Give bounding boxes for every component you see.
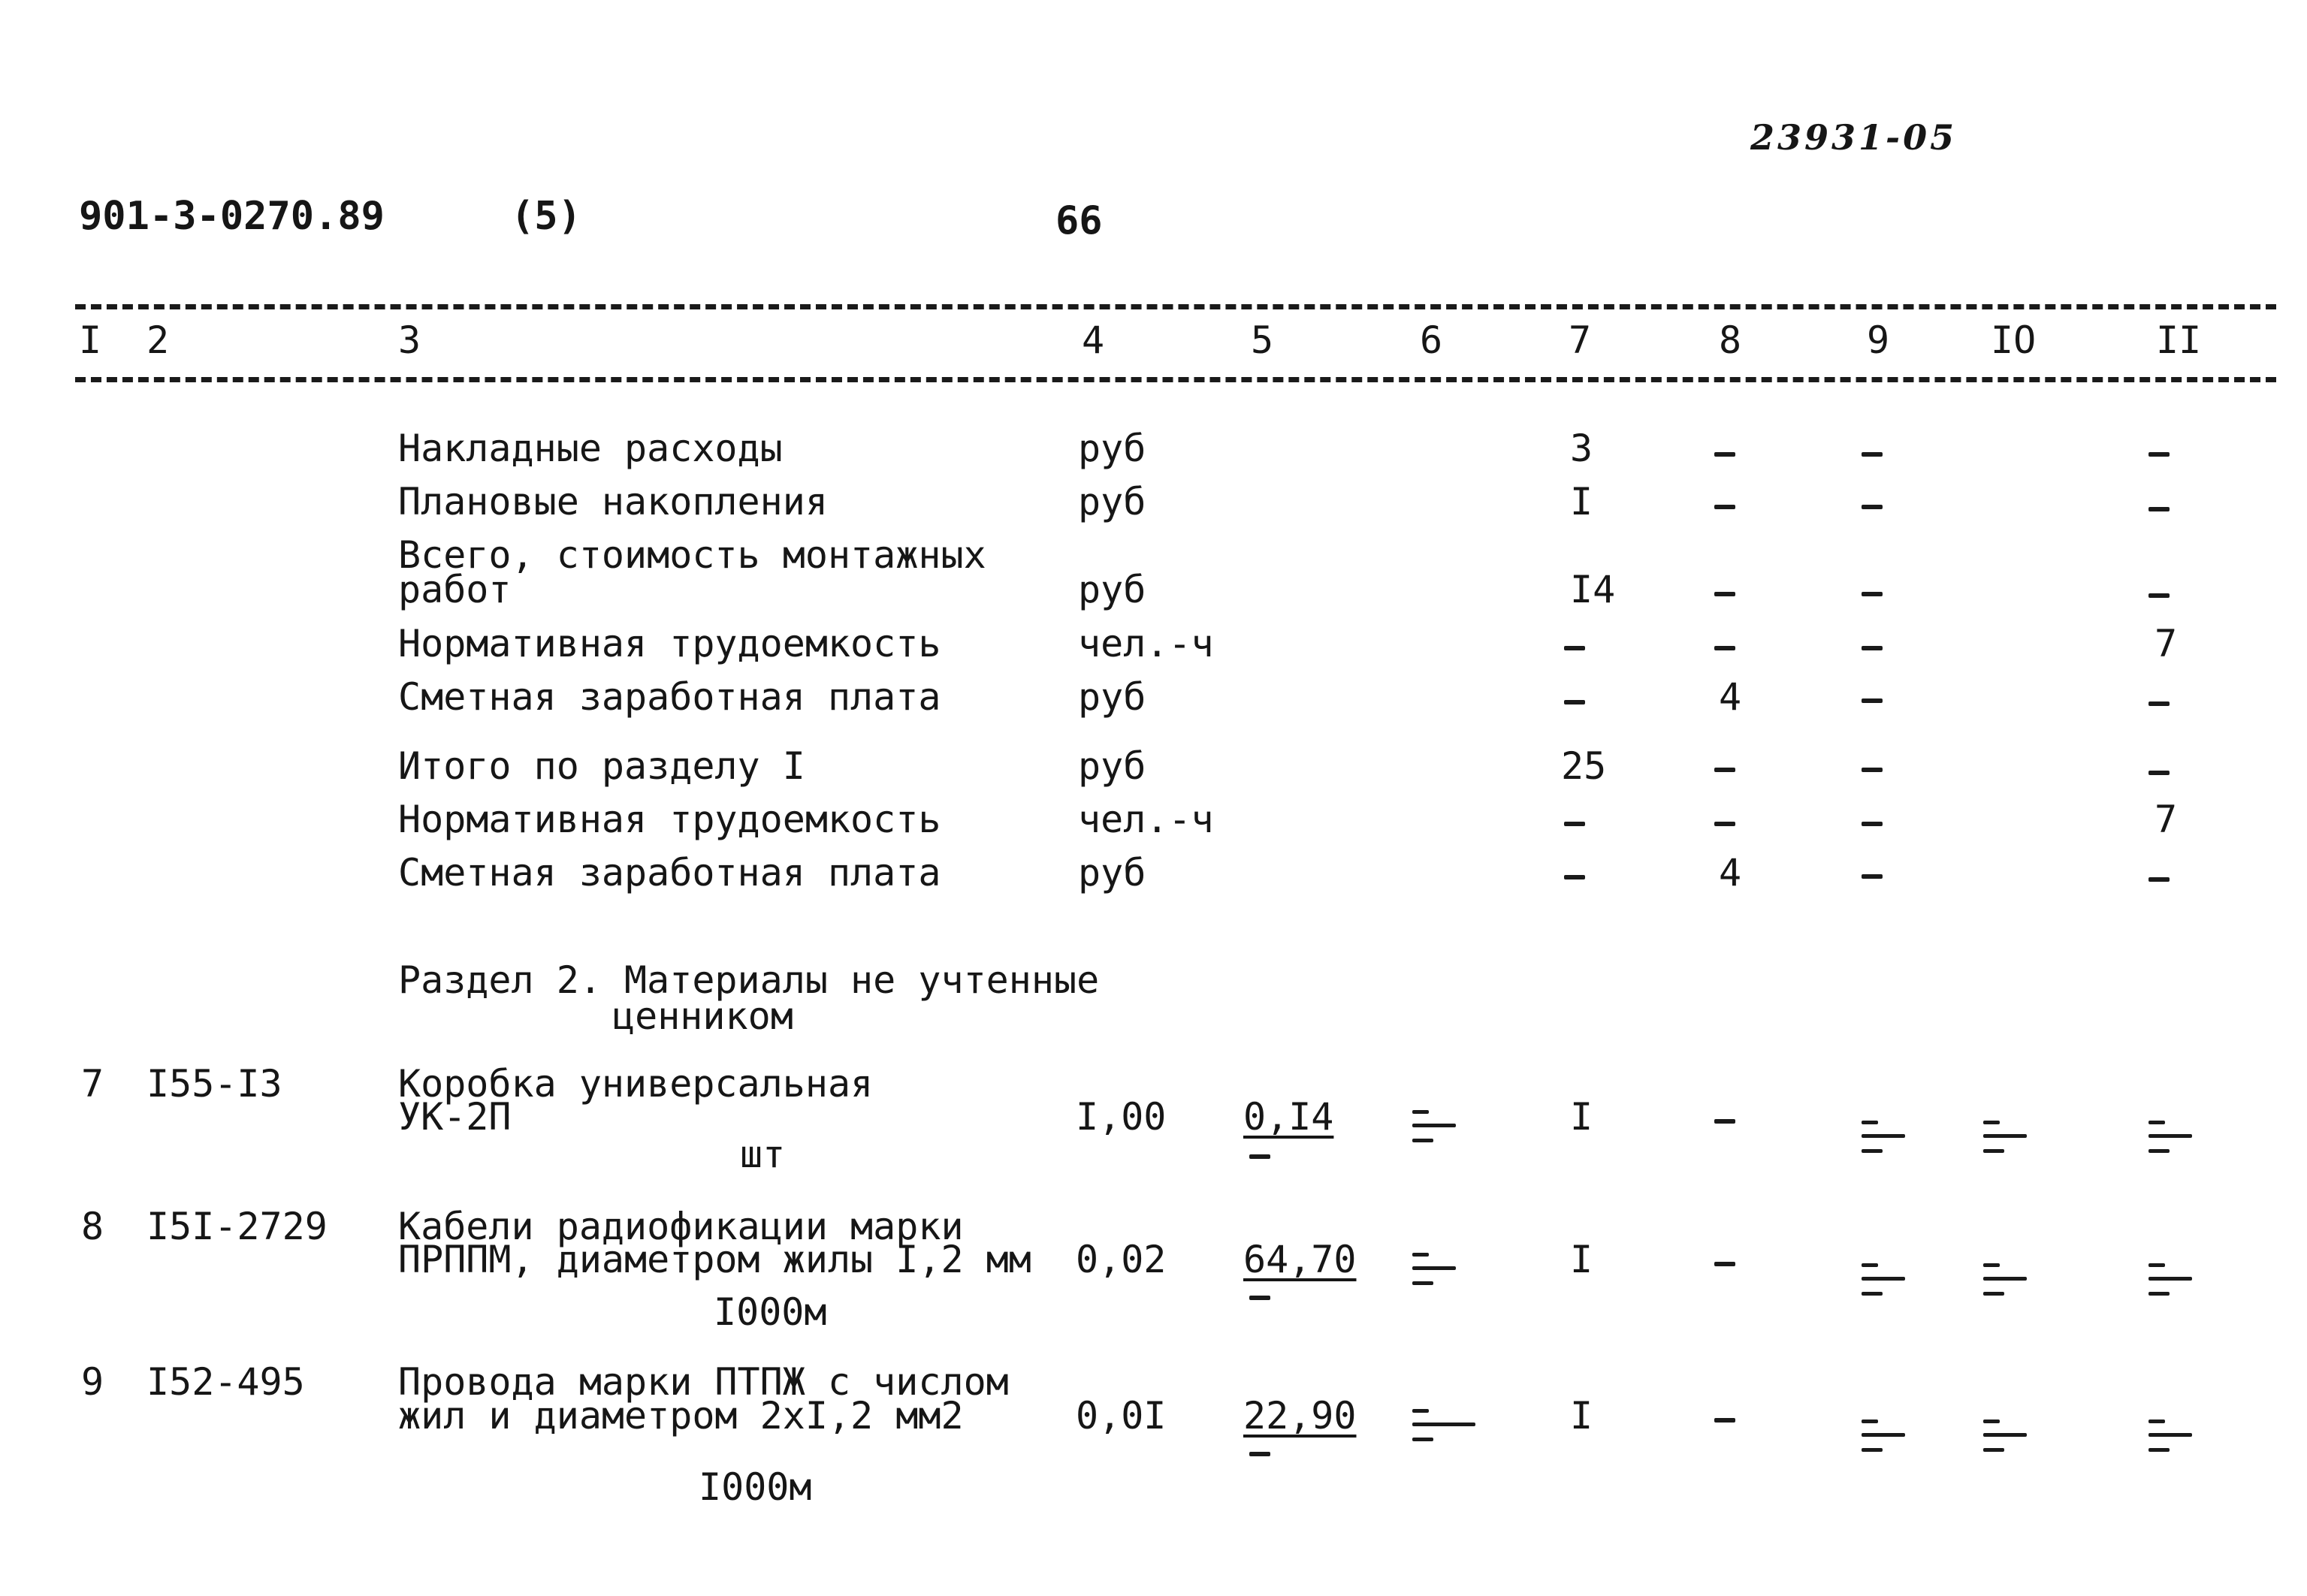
row-section-total-name: Итого по разделу I	[398, 744, 805, 788]
row-planned-c11	[2148, 507, 2170, 511]
column-header-7: 7	[1569, 318, 1592, 362]
row-section-labor-c9	[1862, 822, 1883, 826]
item-8-price: 64,70	[1243, 1238, 1357, 1281]
item-9-c7: I	[1570, 1394, 1593, 1438]
item-9-name-l2: жил и диаметром 2xI,2 мм2	[398, 1394, 964, 1438]
item-9-unit: I000м	[699, 1465, 812, 1509]
item-8-code: I5I-2729	[146, 1205, 328, 1248]
item-7-name-l2: УК-2П	[398, 1095, 512, 1139]
row-wage-name: Сметная заработная плата	[398, 675, 941, 719]
column-header-4: 4	[1082, 318, 1105, 362]
row-total-mount-unit: руб	[1078, 568, 1146, 611]
row-wage-c9	[1862, 698, 1883, 703]
row-wage-c11	[2148, 701, 2170, 706]
row-section-wage-c7	[1564, 875, 1585, 879]
row-total-mount-c9	[1862, 592, 1883, 596]
row-total-mount-name-l1: Всего, стоимость монтажных	[398, 533, 986, 577]
row-section-total-c11	[2148, 771, 2170, 775]
row-labor-unit: чел.-ч	[1078, 622, 1214, 665]
column-header-5: 5	[1251, 318, 1274, 362]
row-total-mount-name-l2: работ	[398, 568, 512, 611]
item-7-c7: I	[1570, 1095, 1593, 1139]
item-7-price-mark	[1249, 1154, 1270, 1159]
row-planned-name: Плановые накопления	[398, 480, 828, 523]
item-9-code: I52-495	[146, 1360, 305, 1404]
row-section-total-c9	[1862, 768, 1883, 772]
row-labor-name: Нормативная трудоемкость	[398, 622, 941, 665]
row-section-wage-unit: руб	[1078, 851, 1146, 895]
project-code: 901-3-0270.89	[79, 194, 385, 239]
item-8-unit: I000м	[714, 1290, 827, 1334]
item-9-number: 9	[81, 1360, 104, 1404]
part-number: (5)	[511, 194, 581, 239]
row-section-total-unit: руб	[1078, 744, 1146, 788]
row-overhead-unit: руб	[1078, 427, 1146, 470]
item-9-c8	[1714, 1418, 1735, 1423]
row-section-total-c7: 25	[1561, 744, 1607, 788]
item-8-name-l1: Кабели радиофикации марки	[398, 1205, 964, 1248]
row-section-labor-c8	[1714, 822, 1735, 826]
item-9-price: 22,90	[1243, 1394, 1357, 1438]
row-wage-unit: руб	[1078, 675, 1146, 719]
item-7-number: 7	[81, 1062, 104, 1106]
item-7-quantity: I,00	[1076, 1095, 1167, 1139]
row-section-labor-c7	[1564, 822, 1585, 826]
item-8-quantity: 0,02	[1076, 1238, 1167, 1281]
item-7-name-l1: Коробка универсальная	[398, 1062, 874, 1106]
row-overhead-c7: 3	[1570, 427, 1593, 470]
row-planned-c9	[1862, 505, 1883, 509]
row-planned-c8	[1714, 505, 1735, 509]
item-9-name-l1: Провода марки ПТПЖ с числом	[398, 1360, 1009, 1404]
item-8-c7: I	[1570, 1238, 1593, 1281]
row-labor-c8	[1714, 646, 1735, 650]
document-number: 23931-05	[1750, 117, 1958, 158]
column-header-8: 8	[1719, 318, 1742, 362]
row-section-total-c8	[1714, 768, 1735, 772]
header-bottom-rule	[75, 377, 2276, 382]
page-number: 66	[1055, 198, 1103, 243]
row-section-wage-c11	[2148, 877, 2170, 882]
item-8-number: 8	[81, 1205, 104, 1248]
row-overhead-c8	[1714, 452, 1735, 457]
column-header-11: II	[2156, 318, 2202, 362]
column-header-6: 6	[1420, 318, 1443, 362]
column-header-10: IO	[1991, 318, 2037, 362]
row-overhead-name: Накладные расходы	[398, 427, 783, 470]
item-7-price: 0,I4	[1243, 1095, 1334, 1139]
row-planned-unit: руб	[1078, 480, 1146, 523]
item-8-c8	[1714, 1262, 1735, 1266]
column-header-3: 3	[398, 318, 421, 362]
item-7-code: I55-I3	[146, 1062, 282, 1106]
row-labor-c7	[1564, 646, 1585, 650]
row-overhead-c9	[1862, 452, 1883, 457]
column-header-2: 2	[146, 318, 170, 362]
row-section-labor-c11: 7	[2155, 798, 2178, 841]
row-labor-c11: 7	[2155, 622, 2178, 665]
row-section-labor-unit: чел.-ч	[1078, 798, 1214, 841]
column-header-9: 9	[1867, 318, 1890, 362]
row-total-mount-c7: I4	[1570, 568, 1616, 611]
item-9-price-mark	[1249, 1452, 1270, 1456]
row-total-mount-c11	[2148, 593, 2170, 598]
row-total-mount-c8	[1714, 592, 1735, 596]
item-8-price-mark	[1249, 1296, 1270, 1300]
item-7-unit: шт	[740, 1133, 786, 1176]
row-overhead-c11	[2148, 452, 2170, 457]
row-planned-c7: I	[1570, 480, 1593, 523]
item-8-name-l2: ПРППМ, диаметром жилы I,2 мм	[398, 1238, 1031, 1281]
item-9-quantity: 0,0I	[1076, 1394, 1167, 1438]
item-7-c8	[1714, 1119, 1735, 1124]
row-wage-c8: 4	[1719, 675, 1742, 719]
column-header-1: I	[79, 318, 102, 362]
row-section-wage-c8: 4	[1719, 851, 1742, 895]
row-section-labor-name: Нормативная трудоемкость	[398, 798, 941, 841]
row-wage-c7	[1564, 700, 1585, 704]
row-section-wage-name: Сметная заработная плата	[398, 851, 941, 895]
header-top-rule	[75, 304, 2276, 309]
row-section-wage-c9	[1862, 874, 1883, 879]
row-labor-c9	[1862, 646, 1883, 650]
section-2-title: Раздел 2. Материалы не учтенные	[398, 958, 1100, 1002]
section-2-title-cont: ценником	[612, 994, 793, 1038]
